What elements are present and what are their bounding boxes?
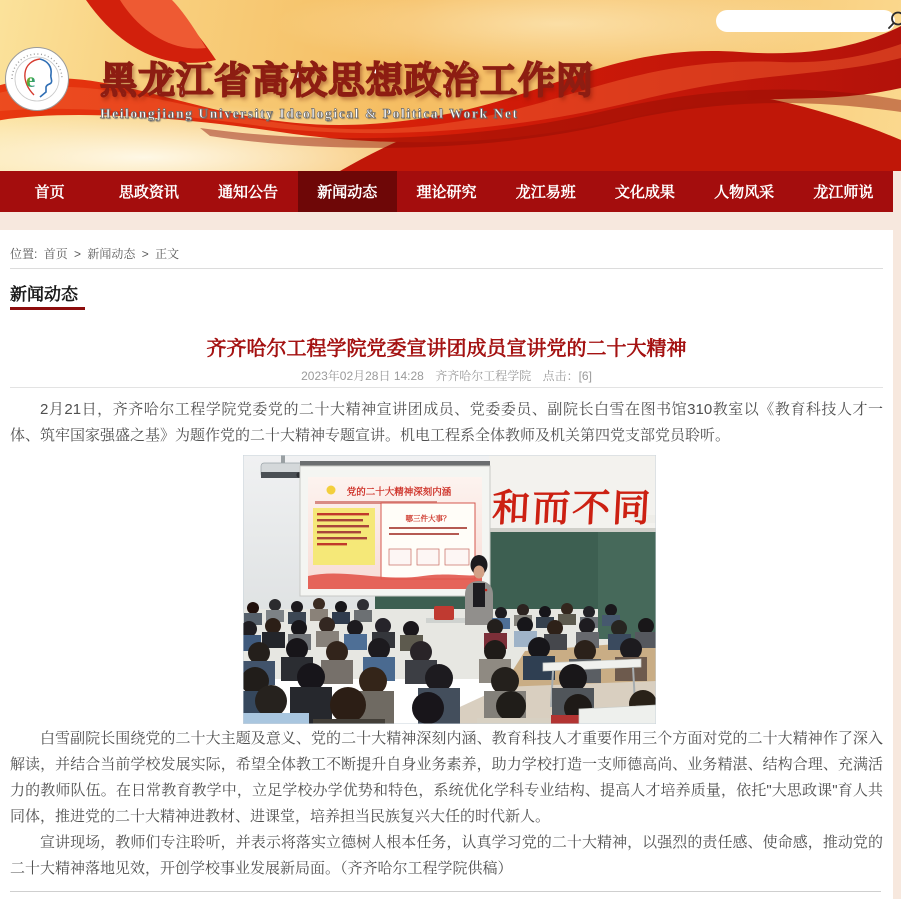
nav-item-6[interactable]: 文化成果 [614,184,675,201]
article-hits: 点击：[6] [542,369,592,383]
article-title: 齐齐哈尔工程学院党委宣讲团成员宣讲党的二十大精神 [206,338,687,360]
breadcrumb-current: 正文 [155,247,180,261]
breadcrumb-section[interactable]: 新闻动态 [87,247,136,261]
site-logo[interactable] [4,46,70,112]
nav-item-1[interactable]: 思政资讯 [118,184,179,201]
article-meta [0,367,893,384]
breadcrumb-label: 位置: [10,247,38,261]
site-title: 黑龙江省高校思想政治工作网 [100,60,594,101]
photo-wall-calligraphy: 和而不同 [491,488,654,530]
search-button[interactable] [885,10,901,32]
nav-item-5[interactable]: 龙江易班 [515,184,576,201]
search-icon [885,10,901,32]
article-paragraph: 宣讲现场，教师们专注聆听，并表示将落实立德树人根本任务，认真学习党的二十大精神，以强烈的责任感、使命感，推动党的二十大精神落地见效，开创学校事业发展新局面。（齐齐哈尔工程学院供稿） [10,834,883,877]
section-title: 新闻动态 [10,285,78,304]
site-brand [100,50,660,122]
divider [10,891,881,892]
search-input[interactable] [726,12,885,30]
breadcrumb-separator: > [74,247,82,261]
section-title-underline [10,307,85,310]
article-source: 齐齐哈尔工程学院 [435,369,532,383]
nav-item-3[interactable]: 新闻动态 [298,171,397,212]
site-subtitle-en: Heilongjiang University Ideological & Political Work Net [100,106,519,121]
breadcrumb-home[interactable]: 首页 [43,247,68,261]
nav-item-0[interactable]: 首页 [34,184,65,201]
site-header [0,0,901,171]
article-paragraph: 白雪副院长围绕党的二十大主题及意义、党的二十大精神深刻内涵、教育科技人才重要作用三个方面对党的二十大精神作了深入解读，并结合当前学校发展实际，希望全体教工不断提升自身业务素养，助力学校打造一支师德高尚、业务精湛、结构合理、充满活力的教师队伍。在日常教育教学中，立足学校办学优势和特色，系统优化学科专业结构、提高人才培养质量，依托"大思政课"育人共同体，推进党的二十大精神进教材、进课堂，培养担当民族复兴大任的时代新人。 [10,730,883,825]
nav-item-8[interactable]: 龙江师说 [813,184,874,201]
divider [10,268,883,269]
logo-e-glyph: e [26,68,36,92]
article-paragraph: 2月21日，齐齐哈尔工程学院党委党的二十大精神宣讲团成员、党委委员、副院长白雪在图书馆310教室以《教育科技人才一体、筑牢国家强盛之基》为题作党的二十大精神专题宣讲。机电工程系全体教师及机关第四党支部党员聆听。 [10,401,883,444]
main-nav [0,171,893,212]
article-photo [243,455,656,724]
photo-slide-title: 党的二十大精神深刻内涵 [346,487,452,498]
content-area [0,230,893,899]
photo-slide-banner: 哪三件大事？ [405,514,451,523]
nav-item-7[interactable]: 人物风采 [714,184,775,201]
breadcrumb-separator: > [141,247,149,261]
search-box [716,10,895,32]
article-date: 2023年02月28日 14:28 [301,369,424,383]
nav-item-4[interactable]: 理论研究 [416,184,477,201]
nav-item-2[interactable]: 通知公告 [218,184,279,201]
breadcrumb [10,245,182,262]
divider [10,387,883,388]
